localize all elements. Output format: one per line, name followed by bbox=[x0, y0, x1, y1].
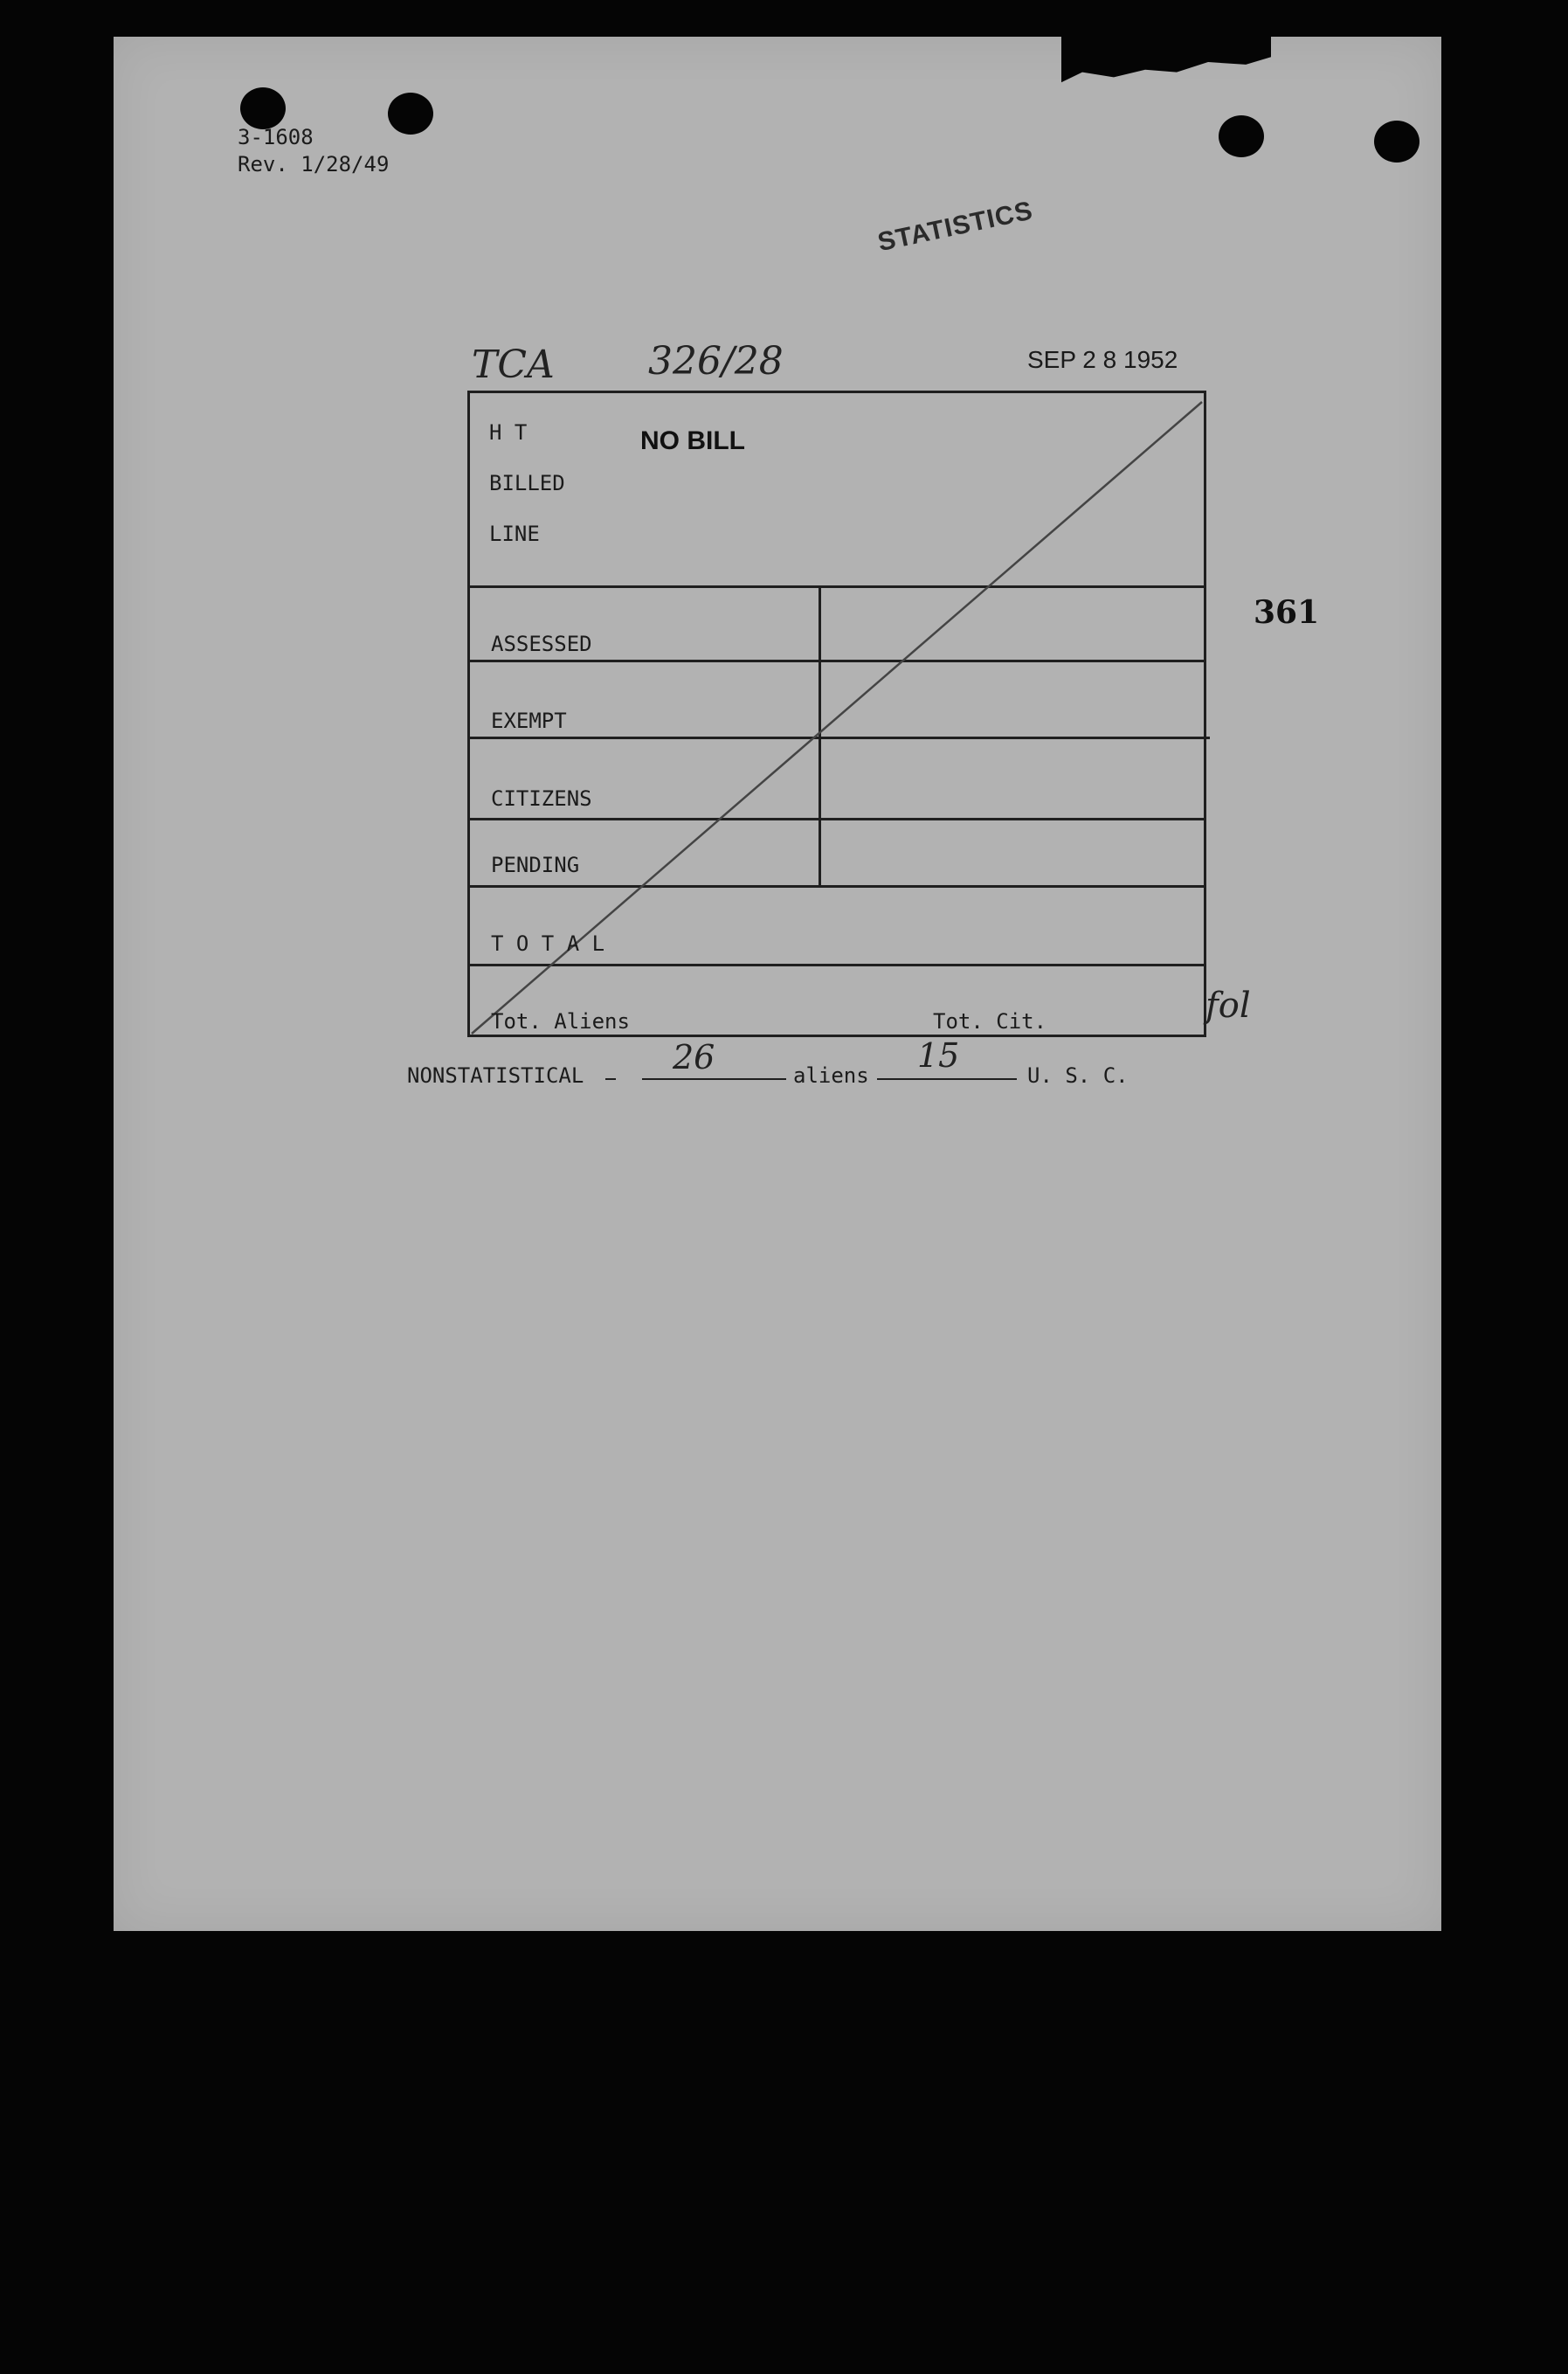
usc-label: U. S. C. bbox=[1027, 1063, 1129, 1088]
row-label-exempt: EXEMPT bbox=[491, 709, 567, 733]
footer-total-aliens: Tot. Aliens bbox=[491, 1009, 630, 1034]
handwritten-file-prefix: TCA bbox=[472, 343, 555, 387]
row-label-line: LINE bbox=[489, 522, 540, 546]
page-number-stamp: 361 bbox=[1254, 594, 1320, 631]
row-label-total: T O T A L bbox=[491, 931, 605, 956]
date-stamp: SEP 2 8 1952 bbox=[1027, 346, 1178, 373]
nonstatistical-label: NONSTATISTICAL bbox=[407, 1063, 584, 1088]
row-label-pending: PENDING bbox=[491, 853, 580, 877]
aliens-word: aliens bbox=[793, 1063, 869, 1088]
handwritten-citizens-count: 15 bbox=[917, 1036, 960, 1075]
handwritten-file-number: 326/28 bbox=[648, 339, 784, 384]
handwritten-aliens-count: 26 bbox=[673, 1038, 715, 1076]
underline bbox=[605, 1078, 616, 1080]
row-label-assessed: ASSESSED bbox=[491, 632, 592, 656]
handwritten-initials: fol bbox=[1205, 986, 1251, 1026]
aliens-underline bbox=[642, 1078, 786, 1080]
footer-total-citizens: Tot. Cit. bbox=[933, 1009, 1047, 1034]
citizens-underline bbox=[877, 1078, 1017, 1080]
row-label-billed: BILLED bbox=[489, 471, 565, 495]
no-bill-stamp: NO BILL bbox=[640, 426, 745, 455]
form-revision: Rev. 1/28/49 bbox=[238, 152, 390, 176]
row-label-ht: H T bbox=[489, 420, 528, 445]
form-number: 3-1608 bbox=[238, 125, 314, 149]
statistics-stamp: STATISTICS bbox=[875, 196, 1036, 258]
row-label-citizens: CITIZENS bbox=[491, 786, 592, 811]
